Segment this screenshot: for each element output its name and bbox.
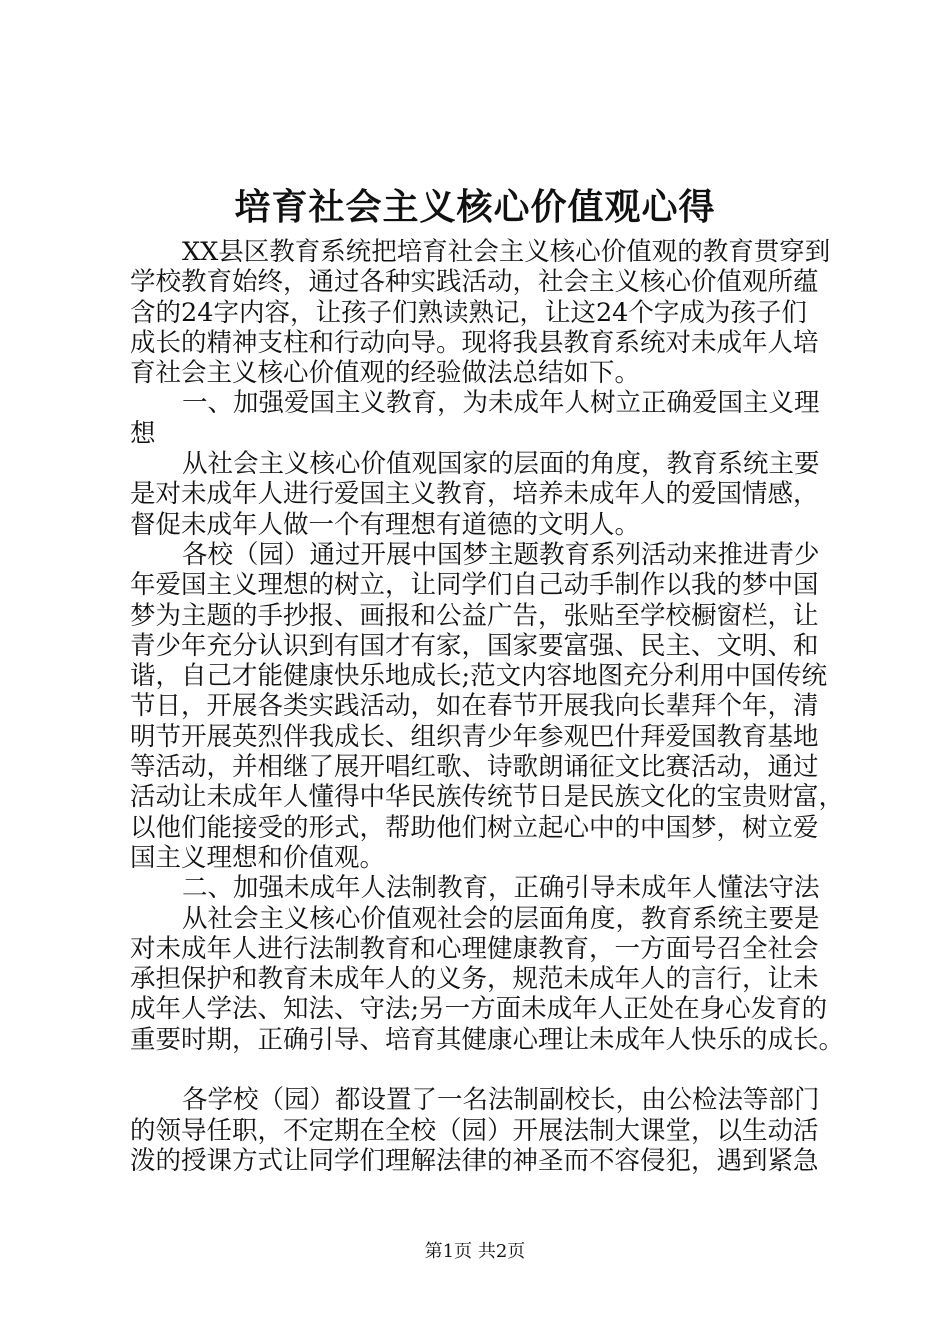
text-line: 育社会主义核心价值观的经验做法总结如下。 [130,358,641,389]
text-line: 各校（园）通过开展中国梦主题教育系列活动来推进青少 [182,539,820,570]
text-line: 成年人学法、知法、守法;另一方面未成年人正处在身心发育的 [130,994,828,1025]
text-line: 国主义理想和价值观。 [130,842,386,873]
text-line: 谐，自己才能健康快乐地成长;范文内容地图充分利用中国传统 [130,661,828,692]
text-line: 各学校（园）都设置了一名法制副校长，由公检法等部门 [182,1085,820,1116]
text-line: 年爱国主义理想的树立，让同学们自己动手制作以我的梦中国 [130,570,819,601]
text-line: 承担保护和教育未成年人的义务，规范未成年人的言行，让未 [130,964,819,995]
text-line: 活动让未成年人懂得中华民族传统节日是民族文化的宝贵财富， [130,782,845,813]
text-line: 成长的精神支柱和行动向导。现将我县教育系统对未成年人培 [130,327,819,358]
text-line: 明节开展英烈伴我成长、组织青少年参观巴什拜爱国教育基地 [130,721,819,752]
paragraph-spacer [130,1055,850,1085]
text-line: 对未成年人进行法制教育和心理健康教育，一方面号召全社会 [130,933,819,964]
text-line: 重要时期，正确引导、培育其健康心理让未成年人快乐的成长。 [130,1024,845,1055]
text-line: 泼的授课方式让同学们理解法律的神圣而不容侵犯，遇到紧急 [130,1145,819,1176]
text-line: 以他们能接受的形式，帮助他们树立起心中的中国梦，树立爱 [130,812,819,843]
text-line: 含的24字内容，让孩子们熟读熟记，让这24个字成为孩子们 [130,297,807,328]
text-line: 是对未成年人进行爱国主义教育，培养未成年人的爱国情感， [130,479,819,510]
text-line: 青少年充分认识到有国才有家，国家要富强、民主、文明、和 [130,630,819,661]
section-heading-line: 想 [130,418,156,449]
text-line: 的领导任职，不定期在全校（园）开展法制大课堂，以生动活 [130,1115,819,1146]
section-heading-line: 一、加强爱国主义教育，为未成年人树立正确爱国主义理 [182,388,820,419]
section-heading-line: 二、加强未成年人法制教育，正确引导未成年人懂法守法 [182,873,820,904]
text-line: 从社会主义核心价值观国家的层面的角度，教育系统主要 [182,449,820,480]
text-line: 梦为主题的手抄报、画报和公益广告，张贴至学校橱窗栏，让 [130,600,819,631]
text-line: 从社会主义核心价值观社会的层面角度，教育系统主要是 [182,903,820,934]
text-line: 等活动，并相继了展开唱红歌、诗歌朗诵征文比赛活动，通过 [130,752,819,783]
document-body [130,237,850,1176]
text-line: XX县区教育系统把培育社会主义核心价值观的教育贯穿到 [182,237,831,267]
text-line: 督促未成年人做一个有理想有道德的文明人。 [130,509,641,540]
page-footer: 第1页 共2页 [424,1241,526,1262]
document-title: 培育社会主义核心价值观心得 [234,186,716,228]
text-line: 节日，开展各类实践活动，如在春节开展我向长辈拜个年，清 [130,691,819,722]
text-line: 学校教育始终，通过各种实践活动，社会主义核心价值观所蕴 [130,267,819,298]
